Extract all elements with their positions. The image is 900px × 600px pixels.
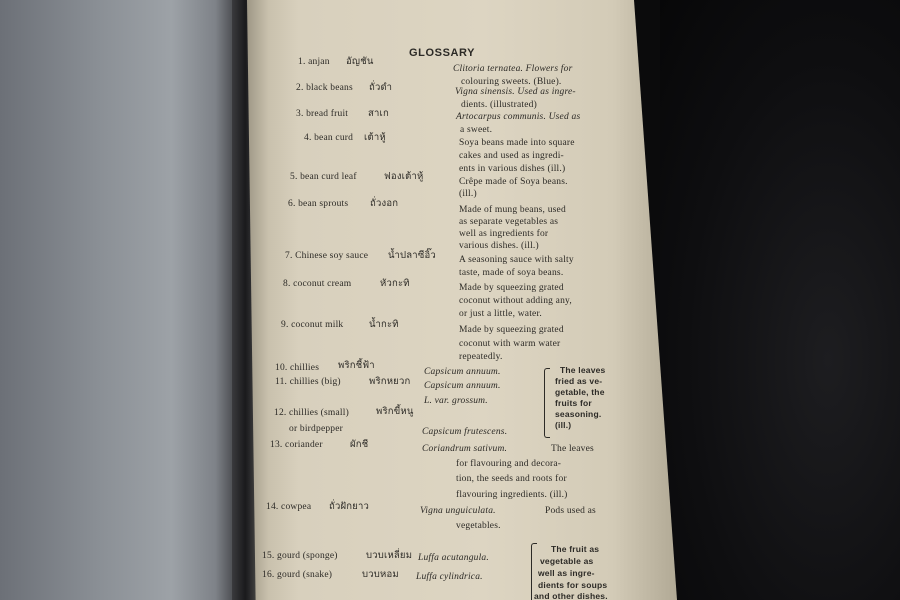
- entry-latin: Capsicum frutescens.: [422, 427, 508, 437]
- entry-latin: Capsicum annuum.: [424, 367, 501, 377]
- entry-desc: A seasoning sauce with salty: [459, 255, 574, 265]
- entry-desc: Vigna sinensis. Used as ingre-: [455, 87, 576, 97]
- entry-term: 13. coriander: [270, 440, 323, 450]
- entry-thai: พริกชี้ฟ้า: [338, 361, 375, 371]
- entry-term: 14. cowpea: [266, 502, 312, 512]
- entry-desc: Soya beans made into square: [459, 138, 575, 148]
- note-text: getable, the: [555, 387, 605, 397]
- note-text: and other dishes.: [534, 591, 608, 600]
- entry-desc: Clitoria ternatea. Flowers for: [453, 64, 573, 74]
- entry-desc: Crêpe made of Soya beans.: [459, 177, 568, 187]
- entry-desc: various dishes. (ill.): [459, 241, 539, 251]
- note-text: fried as ve-: [555, 376, 603, 386]
- entry-desc: as separate vegetables as: [459, 217, 559, 227]
- entry-desc: repeatedly.: [459, 352, 503, 362]
- note-text: fruits for: [555, 398, 592, 408]
- entry-term: 15. gourd (sponge): [262, 551, 338, 561]
- entry-desc: Artocarpus communis. Used as: [456, 112, 581, 122]
- note-text: seasoning.: [555, 409, 602, 419]
- entry-thai: อัญชัน: [346, 57, 374, 67]
- entry-thai: ฟองเต้าหู้: [384, 172, 424, 182]
- entry-desc: or just a little, water.: [459, 309, 542, 319]
- entry-thai: พริกขี้หนู: [376, 407, 414, 417]
- entry-term: 12. chillies (small): [274, 408, 349, 418]
- entry-term: 8. coconut cream: [283, 279, 352, 289]
- entry-desc: (ill.): [459, 189, 477, 199]
- entry-latin: Capsicum annuum.: [424, 381, 501, 391]
- entry-term: 9. coconut milk: [281, 320, 344, 330]
- entry-thai: หัวกะทิ: [380, 279, 410, 289]
- entry-desc: Pods used as: [545, 506, 596, 516]
- entry-term: 16. gourd (snake): [262, 570, 333, 580]
- entry-term: 7. Chinese soy sauce: [285, 251, 369, 261]
- entry-thai: พริกหยวก: [369, 377, 411, 387]
- entry-thai: สาเก: [368, 109, 389, 119]
- entry-term: 5. bean curd leaf: [290, 172, 357, 182]
- entry-thai: น้ำปลาซีอิ๊ว: [388, 251, 436, 261]
- entry-thai: บวบเหลี่ยม: [366, 551, 413, 561]
- entry-thai: บวบหอม: [362, 570, 399, 580]
- entry-desc: coconut with warm water: [459, 339, 561, 349]
- entry-desc: Made by squeezing grated: [459, 283, 564, 293]
- entry-desc: flavouring ingredients. (ill.): [456, 490, 568, 500]
- entry-desc: dients. (illustrated): [461, 100, 537, 110]
- entry-thai: ถั่วดำ: [369, 83, 393, 93]
- entry-desc: colouring sweets. (Blue).: [461, 77, 562, 87]
- note-text: (ill.): [555, 420, 572, 430]
- entry-thai: ถั่วงอก: [370, 199, 399, 209]
- note-text: The fruit as: [551, 544, 600, 554]
- note-text: well as ingre-: [538, 568, 595, 578]
- note-text: vegetable as: [540, 556, 594, 566]
- entry-desc: ents in various dishes (ill.): [459, 164, 566, 174]
- entry-desc: Made of mung beans, used: [459, 205, 566, 215]
- entry-desc: The leaves: [551, 444, 594, 454]
- dark-background: [660, 0, 900, 600]
- entry-desc: vegetables.: [456, 521, 501, 531]
- left-page: [0, 0, 245, 600]
- entry-desc: for flavouring and decora-: [456, 459, 562, 469]
- entry-desc: well as ingredients for: [459, 229, 549, 239]
- brace-bracket: [544, 368, 550, 438]
- entry-latin: Luffa cylindrica.: [416, 572, 483, 582]
- entry-term: 11. chillies (big): [275, 377, 341, 387]
- note-text: dients for soups: [538, 580, 608, 590]
- entry-desc: taste, made of soya beans.: [459, 268, 564, 278]
- entry-term: 1. anjan: [298, 57, 330, 67]
- entry-desc: coconut without adding any,: [459, 296, 572, 306]
- entry-term: or birdpepper: [289, 424, 344, 434]
- entry-thai: ถั่วฝักยาว: [329, 502, 370, 512]
- page-title: GLOSSARY: [409, 47, 476, 59]
- entry-term: 3. bread fruit: [296, 109, 349, 119]
- entry-latin: L. var. grossum.: [424, 396, 488, 406]
- entry-desc: tion, the seeds and roots for: [456, 474, 567, 484]
- note-text: The leaves: [560, 365, 606, 375]
- entry-term: 4. bean curd: [304, 133, 354, 143]
- entry-desc: Made by squeezing grated: [459, 325, 564, 335]
- entry-desc: Vigna unguiculata.: [420, 506, 496, 516]
- entry-latin: Luffa acutangula.: [418, 553, 489, 563]
- entry-term: 10. chillies: [275, 363, 320, 373]
- entry-term: 6. bean sprouts: [288, 199, 349, 209]
- entry-desc: cakes and used as ingredi-: [459, 151, 564, 161]
- entry-term: 2. black beans: [296, 83, 353, 93]
- entry-thai: น้ำกะทิ: [369, 320, 399, 330]
- entry-thai: ผักชี: [350, 440, 369, 450]
- entry-desc: Coriandrum sativum.: [422, 444, 508, 454]
- entry-desc: a sweet.: [460, 125, 493, 135]
- entry-thai: เต้าหู้: [364, 133, 386, 143]
